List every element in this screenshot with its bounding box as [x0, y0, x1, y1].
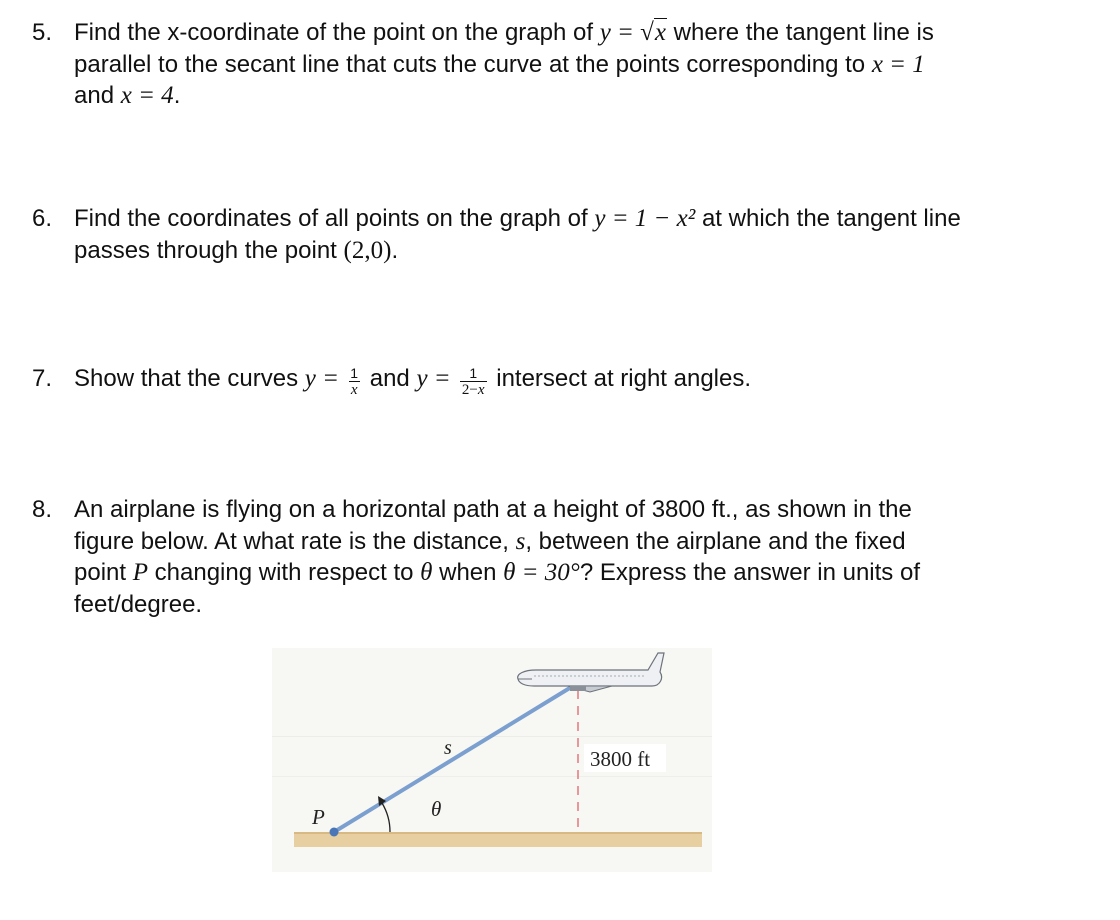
math-expression: x = 1	[871, 50, 925, 78]
math-expression: y =	[599, 19, 641, 46]
point-p-marker	[330, 828, 339, 837]
problem-text: where the tangent line is	[667, 19, 934, 46]
problem-5	[32, 17, 934, 112]
problem-number: 6.	[32, 205, 53, 232]
problem-text: ? Express the answer in units of	[579, 559, 920, 586]
problem-text: .	[391, 236, 399, 264]
problem-text: parallel to the secant line that cuts the curve at the points corresponding to	[74, 50, 872, 78]
problem-number: 7.	[32, 365, 53, 392]
label-height: 3800 ft	[590, 747, 651, 771]
problem-text: figure below. At what rate is the distance,	[74, 527, 516, 555]
problem-text: passes through the point	[74, 236, 344, 264]
problem-line	[74, 526, 920, 558]
problem-text: point	[74, 559, 133, 586]
problem-7	[32, 363, 751, 396]
problem-line	[74, 203, 961, 235]
problem-line	[74, 363, 751, 396]
problem-line	[74, 557, 920, 589]
label-s: s	[444, 737, 452, 759]
problem-line	[74, 589, 920, 621]
problem-text: and	[74, 82, 121, 109]
airplane-figure	[272, 648, 712, 872]
fraction-denominator	[460, 381, 487, 398]
problem-line	[74, 49, 934, 81]
math-expression: y = 1 − x²	[594, 205, 696, 232]
problem-text: changing with respect to	[148, 559, 421, 586]
problem-8	[32, 494, 920, 620]
ground-edge	[294, 832, 702, 834]
math-expression: (2,0)	[343, 236, 392, 264]
texture-line	[272, 776, 712, 777]
problem-text: .	[173, 82, 181, 109]
problem-text: at which the tangent line	[695, 205, 961, 232]
problem-text: and	[363, 365, 417, 392]
problem-text: feet/degree.	[74, 590, 203, 618]
denominator-variable: x	[477, 381, 485, 398]
math-expression: y =	[416, 365, 457, 392]
sqrt-radicand: x	[654, 19, 666, 46]
problem-line	[74, 494, 920, 526]
airplane-diagram	[272, 648, 712, 872]
problem-number: 8.	[32, 496, 53, 523]
fraction-one-over-two-minus-x	[460, 366, 487, 398]
sqrt-symbol: √	[640, 19, 654, 46]
math-expression: y =	[304, 365, 346, 392]
label-theta: θ	[431, 797, 442, 821]
problem-6	[32, 203, 961, 266]
problem-text: An airplane is flying on a horizontal path at a height of 3800 ft., as shown in the	[74, 496, 912, 523]
ground-strip	[294, 832, 702, 847]
math-variable: P	[132, 559, 148, 586]
math-expression: x = 4	[120, 82, 174, 109]
math-variable: s	[515, 527, 526, 555]
math-expression: θ = 30°	[503, 559, 580, 586]
problem-text: Show that the curves	[74, 365, 305, 392]
problem-line	[74, 235, 961, 267]
problem-text: Find the coordinates of all points on the graph of	[74, 205, 595, 232]
problem-line	[74, 17, 934, 49]
problem-text: when	[432, 559, 504, 586]
fraction-denominator	[349, 381, 360, 398]
problem-text: intersect at right angles.	[489, 365, 752, 392]
problem-text: Find the x-coordinate of the point on the graph of	[74, 19, 600, 46]
problem-number: 5.	[32, 19, 53, 46]
fraction-numerator: 1	[469, 364, 478, 381]
fraction-numerator: 1	[350, 364, 359, 381]
label-p: P	[312, 805, 325, 829]
problem-line	[74, 80, 934, 112]
fraction-one-over-x	[348, 366, 360, 398]
math-variable: θ	[420, 559, 433, 586]
denominator-variable: x	[350, 381, 358, 398]
denominator-constant: 2−	[461, 381, 478, 398]
sqrt-expression	[640, 17, 667, 49]
problem-text: , between the airplane and the fixed	[525, 527, 906, 555]
